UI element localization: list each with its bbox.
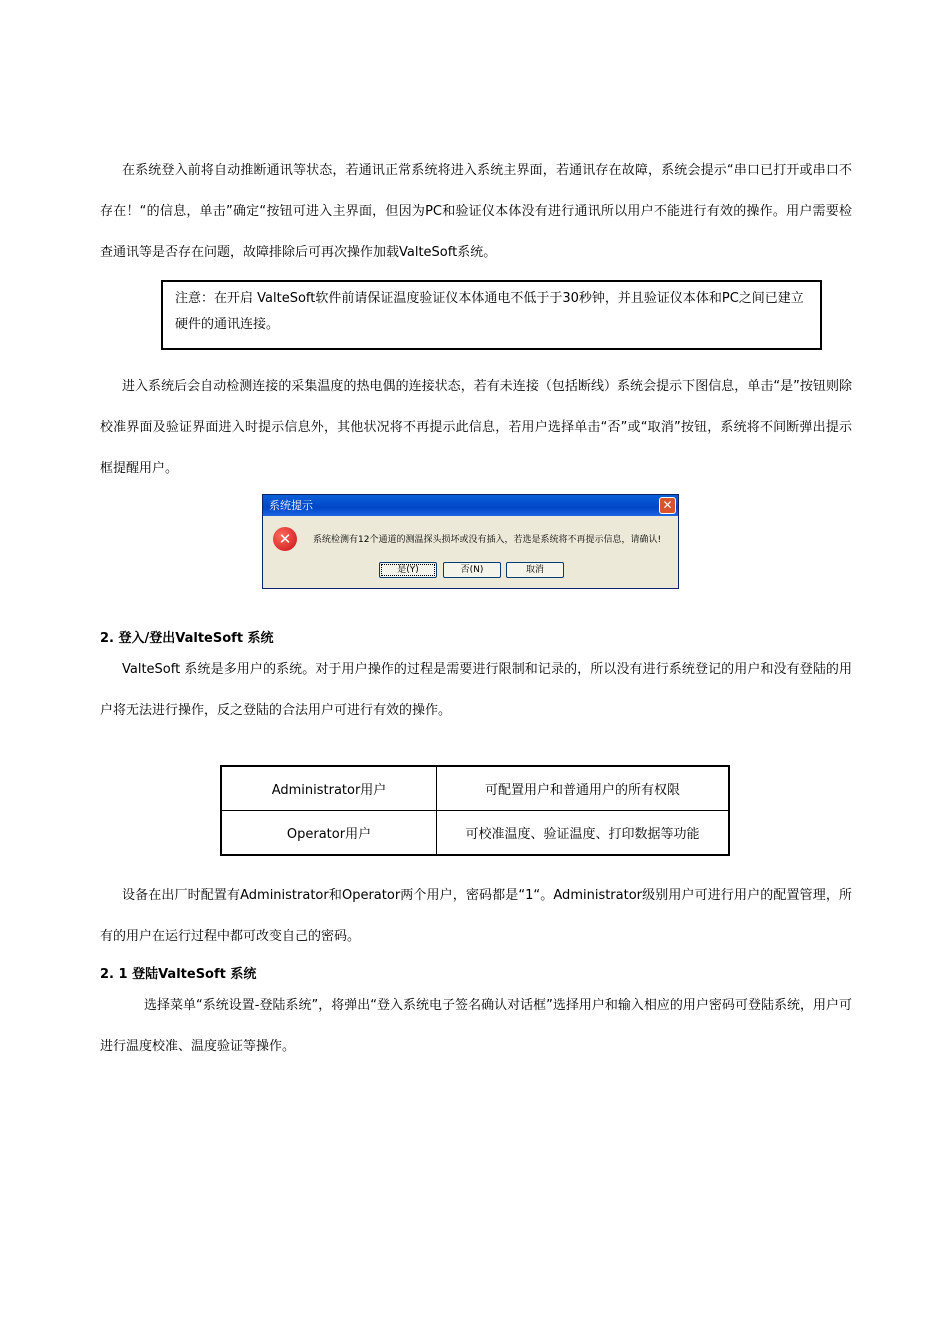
note-box: 注意：在开启 ValteSoft软件前请保证温度验证仪本体通电不低于于30秒钟，并且验证仪本体和PC之间已建立硬件的通讯连接。 (161, 280, 822, 350)
default-users-paragraph: 设备在出厂时配置有Administrator和Operator两个用户，密码都是“1“。Administrator级别用户可进行用户的配置管理，所有的用户在运行过程中都可改变自己的密码。 (100, 888, 852, 944)
dialog-message: 系统检测有12个通道的测温探头损坏或没有插入，若选是系统将不再提示信息，请确认! (313, 535, 662, 545)
multiuser-paragraph: ValteSoft 系统是多用户的系统。对于用户操作的过程是需要进行限制和记录的，所以没有进行系统登记的用户和没有登陆的用户将无法进行操作，反之登陆的合法用户可进行有效的操作。 (100, 662, 852, 718)
detection-paragraph: 进入系统后会自动检测连接的采集温度的热电偶的连接状态，若有未连接（包括断线）系统会提示下图信息，单击“是”按钮则除校准界面及验证界面进入时提示信息外，其他状况将不再提示此信息，若用户选择单击“否”或“取消”按钮，系统将不间断弹出提示框提醒用户。 (100, 379, 852, 476)
dialog-title: 系统提示 (269, 499, 313, 512)
cancel-button[interactable]: 取消 (506, 562, 564, 578)
user-permissions-table (220, 765, 730, 856)
error-icon: ✕ (273, 527, 297, 551)
intro-paragraph: 在系统登入前将自动推断通讯等状态，若通讯正常系统将进入系统主界面，若通讯存在故障，系统会提示“串口已打开或串口不存在！“的信息，单击”确定“按钮可进入主界面，但因为PC和验证仪本体没有进行通讯所以用户不能进行有效的操作。用户需要检查通讯等是否存在问题，故障排除后可再次操作加载ValteSoft系统。 (100, 163, 852, 260)
system-prompt-dialog (262, 494, 679, 589)
close-icon[interactable]: ✕ (659, 497, 676, 514)
table-cell-user: Operator用户 (221, 811, 437, 856)
table-cell-permission: 可配置用户和普通用户的所有权限 (437, 766, 730, 811)
section-heading-2-1: 2. 1 登陆ValteSoft 系统 (100, 967, 257, 982)
table-row (221, 811, 729, 856)
section-heading-2: 2. 登入/登出ValteSoft 系统 (100, 631, 274, 646)
dialog-title-bar (263, 495, 678, 516)
table-cell-user: Administrator用户 (221, 766, 437, 811)
login-paragraph: 选择菜单“系统设置-登陆系统”，将弹出“登入系统电子签名确认对话框”选择用户和输入相应的用户密码可登陆系统，用户可进行温度校准、温度验证等操作。 (100, 998, 852, 1054)
yes-button[interactable]: 是(Y) (379, 562, 437, 578)
table-cell-permission: 可校准温度、验证温度、打印数据等功能 (437, 811, 730, 856)
table-row (221, 766, 729, 811)
no-button[interactable]: 否(N) (443, 562, 501, 578)
